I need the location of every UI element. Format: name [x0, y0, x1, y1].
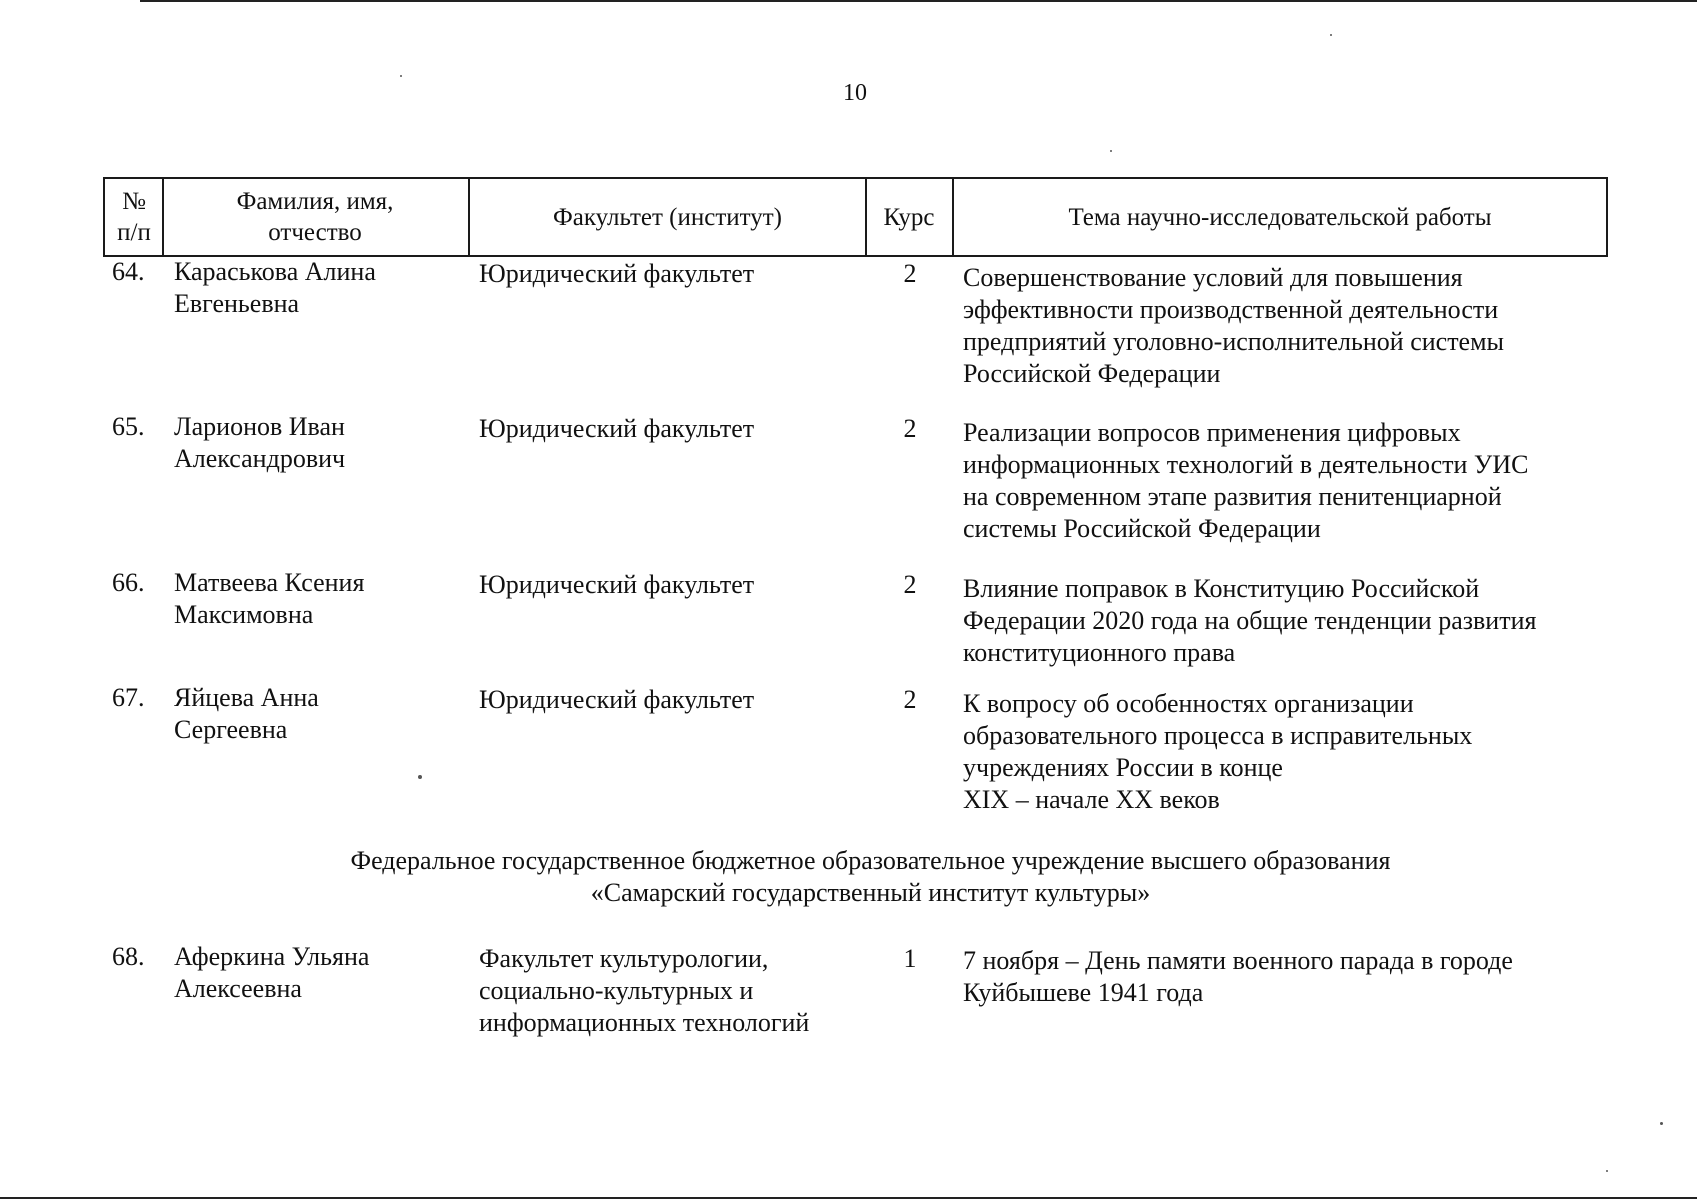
faculty: социально-культурных и	[479, 976, 754, 1005]
header-num: № п/п	[117, 188, 151, 246]
research-topic: учреждениях России в конце	[963, 753, 1283, 782]
person-name: Александрович	[174, 444, 346, 473]
scan-speck	[1660, 1122, 1663, 1125]
scan-speck	[1606, 1170, 1608, 1172]
row-number: 67.	[112, 683, 145, 712]
row-number: 68.	[112, 942, 145, 971]
research-topic: Федерации 2020 года на общие тенденции развития	[963, 606, 1537, 635]
course: 2	[903, 259, 917, 288]
research-topic: Реализации вопросов применения цифровых	[963, 418, 1461, 447]
person-name: Евгеньевна	[174, 289, 300, 318]
research-topic: Влияние поправок в Конституцию Российской	[963, 574, 1480, 603]
bottom-scan-edge	[0, 1197, 1697, 1199]
research-topic: Куйбышеве 1941 года	[963, 978, 1204, 1007]
page-number: 10	[843, 80, 867, 106]
institution-title	[103, 845, 1638, 909]
row-number: 66.	[112, 568, 145, 597]
header-divider	[162, 177, 164, 257]
research-topic: 7 ноября – День памяти военного парада в городе	[963, 946, 1513, 975]
institution-title-line: «Самарский государственный институт культуры»	[590, 878, 1151, 907]
row-number: 65.	[112, 412, 145, 441]
header-name: Фамилия, имя, отчество	[236, 188, 394, 246]
person-name: Яйцева Анна	[174, 683, 319, 712]
header-course: Курс	[883, 203, 935, 231]
research-topic: эффективности производственной деятельности	[963, 295, 1499, 324]
person-name: Сергеевна	[174, 715, 288, 744]
research-topic: XIX – начале XX веков	[963, 785, 1220, 814]
research-topic: конституционного права	[963, 638, 1236, 667]
person-name: Алексеевна	[174, 974, 302, 1003]
person-name: Караськова Алина	[174, 257, 376, 286]
faculty: Факультет культурологии,	[479, 944, 769, 973]
course: 1	[903, 944, 917, 973]
header-faculty: Факультет (институт)	[553, 203, 782, 231]
row-number: 64.	[112, 257, 145, 286]
scan-speck	[418, 775, 422, 779]
faculty: информационных технологий	[479, 1008, 810, 1037]
scan-speck	[400, 75, 402, 77]
research-topic: предприятий уголовно-исполнительной системы	[963, 327, 1505, 356]
person-name: Аферкина Ульяна	[174, 942, 370, 971]
research-topic: Совершенствование условий для повышения	[963, 263, 1463, 292]
research-topic: информационных технологий в деятельности УИС	[963, 450, 1529, 479]
top-scan-edge	[140, 0, 1697, 2]
research-topic: системы Российской Федерации	[963, 514, 1321, 543]
header-divider	[952, 177, 954, 257]
research-topic: К вопросу об особенностях организации	[963, 689, 1414, 718]
course: 2	[903, 685, 917, 714]
person-name: Ларионов Иван	[174, 412, 345, 441]
research-topic: образовательного процесса в исправительных	[963, 721, 1473, 750]
person-name: Матвеева Ксения	[174, 568, 365, 597]
research-topic: на современном этапе развития пенитенциарной	[963, 482, 1502, 511]
faculty: Юридический факультет	[479, 570, 755, 599]
faculty: Юридический факультет	[479, 685, 755, 714]
scan-speck	[1110, 150, 1112, 152]
header-topic: Тема научно-исследовательской работы	[1068, 203, 1492, 231]
scan-speck	[1330, 34, 1332, 36]
institution-title-line: Федеральное государственное бюджетное образовательное учреждение высшего образования	[350, 846, 1391, 875]
faculty: Юридический факультет	[479, 259, 755, 288]
faculty: Юридический факультет	[479, 414, 755, 443]
course: 2	[903, 414, 917, 443]
research-topic: Российской Федерации	[963, 359, 1221, 388]
person-name: Максимовна	[174, 600, 314, 629]
course: 2	[903, 570, 917, 599]
